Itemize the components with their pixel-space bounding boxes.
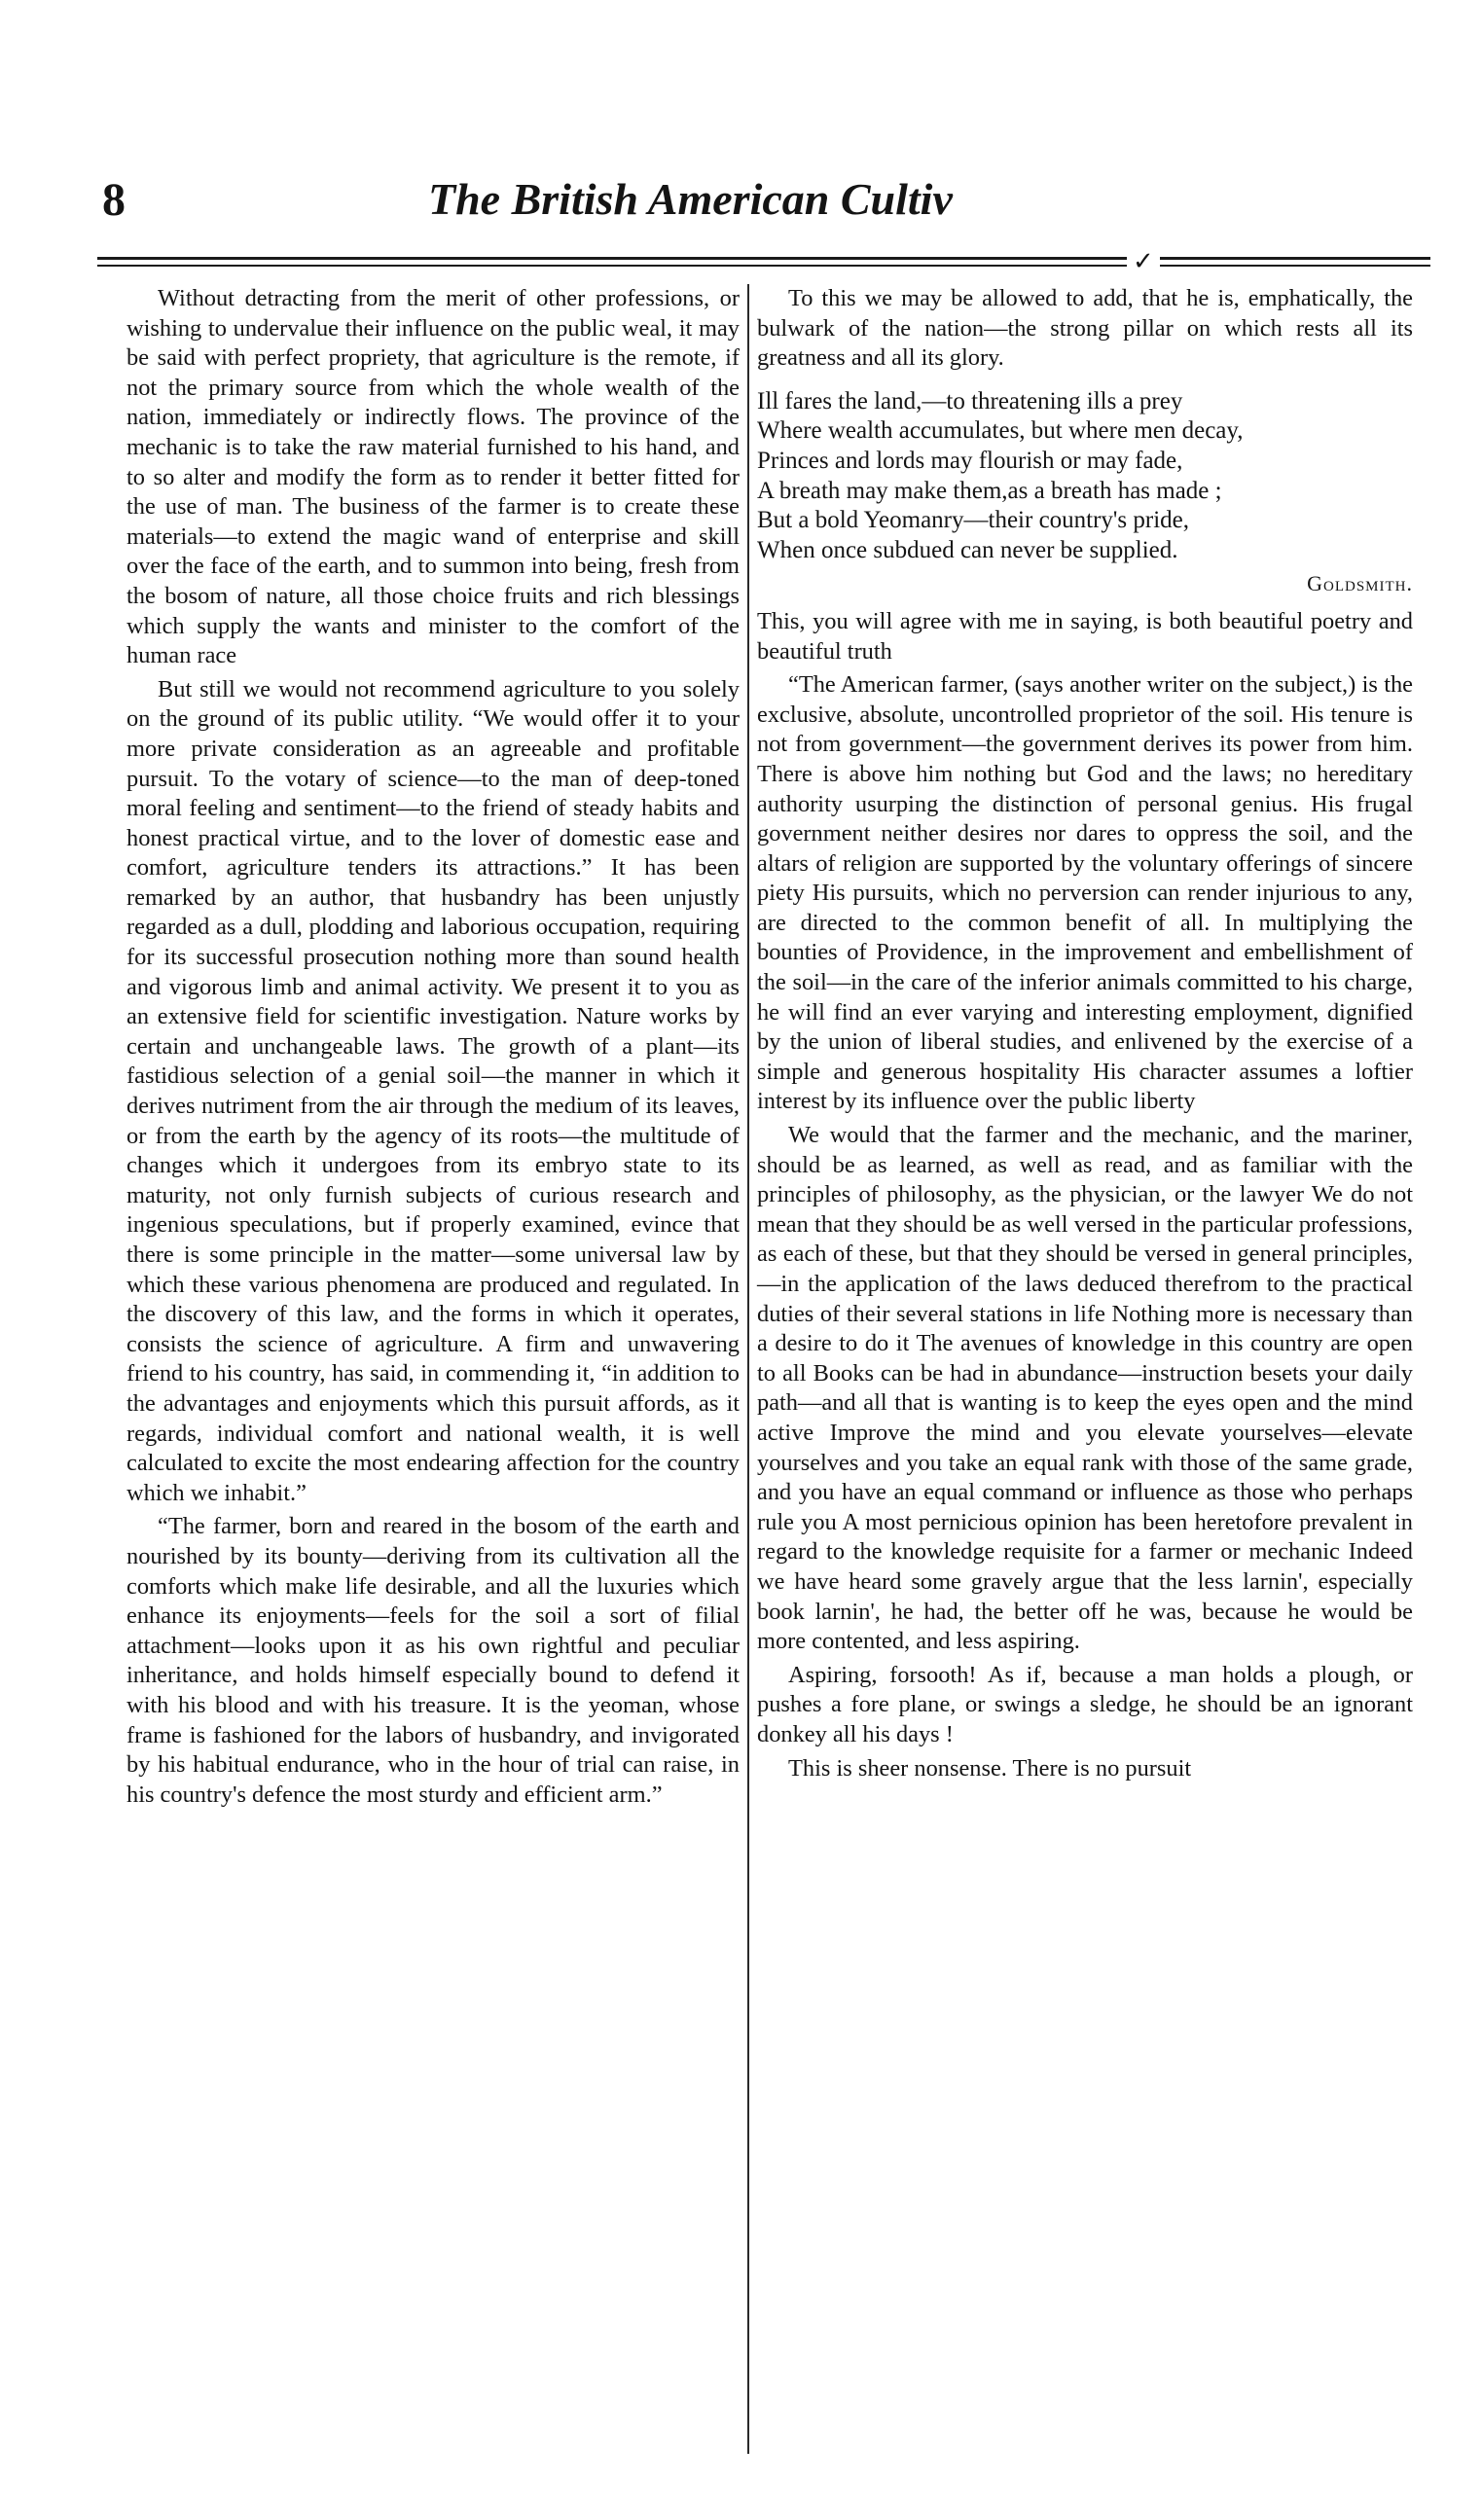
verse-line: A breath may make them,as a breath has made ; bbox=[757, 477, 1222, 504]
verse-line: When once subdued can never be supplied. bbox=[757, 536, 1178, 563]
verse-line: Princes and lords may flourish or may fade, bbox=[757, 447, 1183, 474]
ornament-icon: ✓ bbox=[1127, 247, 1160, 276]
right-paragraph-2: “The American farmer, (says another writer on the subject,) is the exclusive, absolute, uncontrolled proprietor of the soil. His tenure is not from government—the government derives its power from him. There is above him nothing but God and the laws; no hereditary authority usurping the distinction of personal genius. His frugal government neither desires nor dares to oppress the soil, and the altars of religion are supported by the voluntary offerings of sincere piety His pursuits, which no perversion can render injurious to any, are directed to the common benefit of all. In multiplying the bounties of Providence, in the improvement and embellishment of the soil—in the care of the inferior animals committed to his charge, he will find an ever varying and interesting employment, dignified by the union of liberal studies, and enlivened by the exercise of a simple and generous hospitality His character assumes a loftier interest by its influence over the public liberty bbox=[757, 671, 1413, 1115]
left-column bbox=[127, 284, 740, 1814]
right-column bbox=[757, 284, 1413, 1787]
right-paragraph-4: Aspiring, forsooth! As if, because a man holds a plough, or pushes a fore plane, or swings a sledge, he should be an ignorant donkey all his days ! bbox=[757, 1661, 1413, 1747]
verse-line: But a bold Yeomanry—their country's pride, bbox=[757, 507, 1190, 534]
page-number: 8 bbox=[102, 174, 126, 226]
verse-line: Where wealth accumulates, but where men decay, bbox=[757, 417, 1244, 445]
rule-line-top bbox=[97, 257, 1430, 260]
right-paragraph-1: This, you will agree with me in saying, is both beautiful poetry and beautiful truth bbox=[757, 607, 1413, 665]
goldsmith-verse bbox=[757, 387, 1413, 599]
right-intro: To this we may be allowed to add, that he is, emphatically, the bulwark of the nation—the strong pillar on which rests all its greatness and all its glory. bbox=[757, 285, 1413, 372]
verse-author: Goldsmith. bbox=[1307, 571, 1413, 596]
header-rule bbox=[97, 247, 1430, 275]
verse-line: Ill fares the land,—to threatening ills a prey bbox=[757, 387, 1183, 414]
left-paragraph-3: “The farmer, born and reared in the bosom of the earth and nourished by its bounty—deriving from its cultivation all the comforts which make life desirable, and all the luxuries which enhance its enjoyments—feels for the soil a sort of filial attachment—looks upon it as his own rightful and peculiar inheritance, and holds himself especially bound to defend it with his blood and with his treasure. It is the yeoman, whose frame is fashioned for the labors of husbandry, and invigorated by his habitual endurance, who in the hour of trial can raise, in his country's defence the most sturdy and efficient arm.” bbox=[127, 1513, 740, 1808]
right-paragraph-3: We would that the farmer and the mechanic, and the mariner, should be as learned, as well as read, and as familiar with the principles of philosophy, as the physician, or the lawyer We do not mean that they should be as well versed in the particular professions, as each of these, but that they should be versed in general principles,—in the application of the laws deduced therefrom to the practical duties of their several stations in life Nothing more is necessary than a desire to do it The avenues of knowledge in this country are open to all Books can be had in abundance—instruction besets your daily path—and all that is wanting is to keep the eyes open and the mind active Improve the mind and you elevate yourselves—elevate yourselves and you take an equal rank with those of the same grade, and you have an equal command or influence as those who perhaps rule you A most pernicious opinion has been heretofore prevalent in regard to the knowledge requisite for a farmer or mechanic Indeed we have heard some gravely argue that the less larnin', especially book larnin', he had, the better off he was, because he would be more contented, and less aspiring. bbox=[757, 1122, 1413, 1655]
column-divider bbox=[747, 284, 749, 2454]
page-header bbox=[92, 173, 1435, 241]
running-title: The British American Cultiv bbox=[428, 174, 953, 224]
left-paragraph-2: But still we would not recommend agriculture to you solely on the ground of its public utility. “We would offer it to your more private consideration as an agreeable and profitable pursuit. To the votary of science—to the man of deep-toned moral feeling and sentiment—to the friend of steady habits and honest practical virtue, and to the lover of domestic ease and comfort, agriculture tenders its attractions.” It has been remarked by an author, that husbandry has been unjustly regarded as a dull, plodding and laborious occupation, requiring for its successful prosecution nothing more than sound health and vigorous limb and animal activity. We present it to you as an extensive field for scientific investigation. Nature works by certain and unchangeable laws. The growth of a plant—its fastidious selection of a genial soil—the manner in which it derives nutriment from the air through the medium of its leaves, or from the earth by the agency of its roots—the multitude of changes which it undergoes from its embryo state to its maturity, not only furnish subjects of curious research and ingenious speculations, but if properly examined, evince that there is some principle in the matter—some universal law by which these various phenomena are produced and regulated. In the discovery of this law, and the forms in which it operates, consists the science of agriculture. A firm and unwavering friend to his country, has said, in commending it, “in addition to the advantages and enjoyments which this pursuit affords, as it regards, individual comfort and national wealth, it is well calculated to excite the most endearing affection for the country which we inhabit.” bbox=[127, 675, 740, 1506]
rule-line-bottom bbox=[97, 265, 1430, 267]
left-paragraph-1: Without detracting from the merit of other professions, or wishing to undervalue their influence on the public weal, it may be said with perfect propriety, that agriculture is the remote, if not the primary source from which the whole wealth of the nation, immediately or indirectly flows. The province of the mechanic is to take the raw material furnished to his hand, and to so alter and modify the form as to render it better fitted for the use of man. The business of the farmer is to create these materials—to extend the magic wand of enterprise and skill over the face of the earth, and to summon into being, fresh from the bosom of nature, all those choice fruits and rich blessings which supply the wants and minister to the comfort of the human race bbox=[127, 285, 740, 669]
right-paragraph-5: This is sheer nonsense. There is no pursuit bbox=[788, 1754, 1192, 1782]
